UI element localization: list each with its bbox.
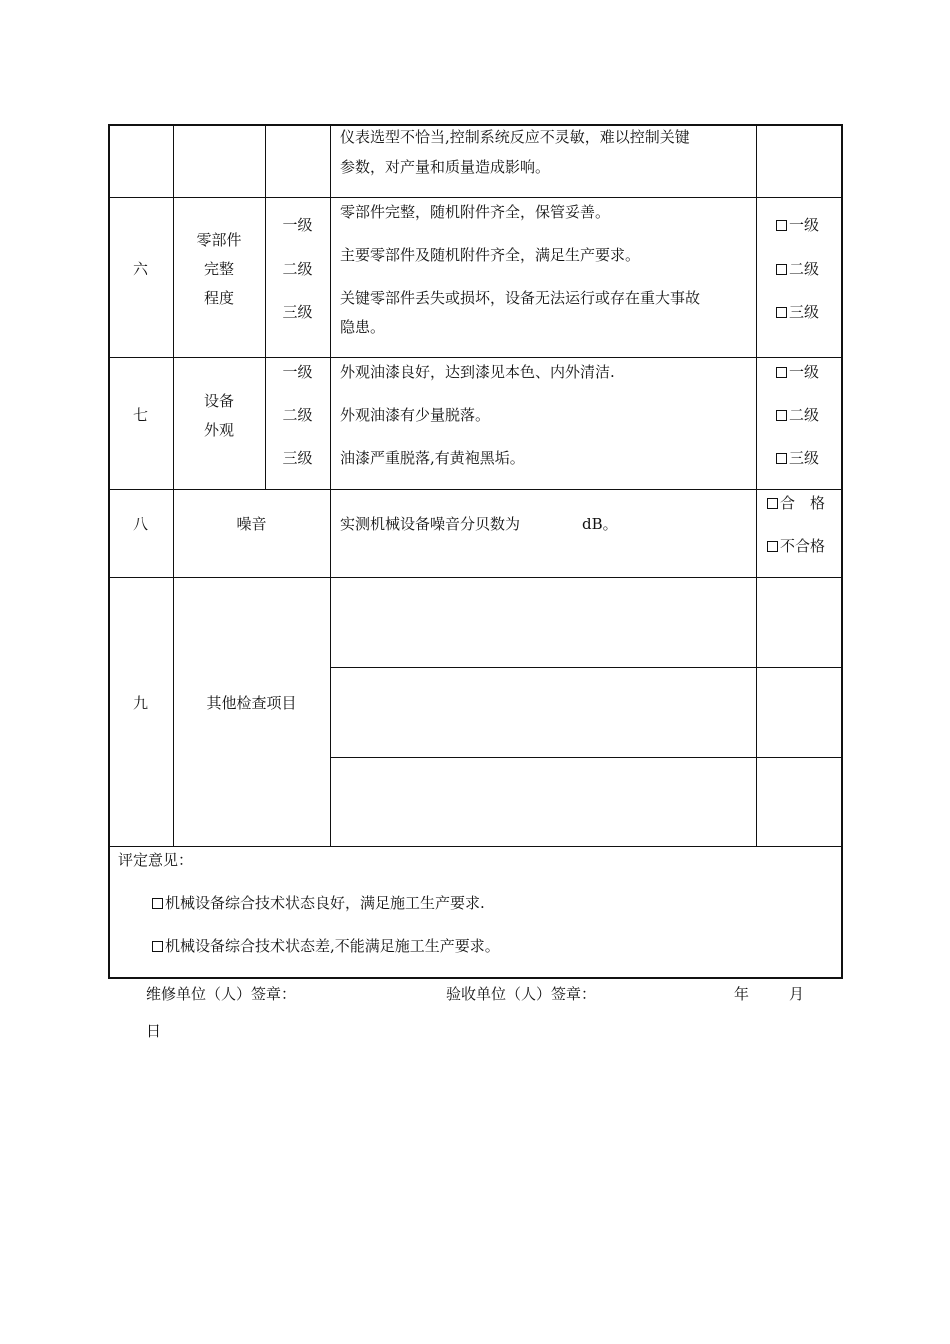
day-label: 日	[146, 1022, 162, 1040]
row-divider	[108, 197, 843, 198]
repair-unit-signature: 维修单位（人）签章：	[146, 985, 297, 1003]
evaluation-option-poor[interactable]	[152, 936, 500, 956]
section6-number: 六	[132, 260, 148, 278]
section7-number: 七	[132, 406, 148, 424]
section6-desc-4: 隐患。	[340, 318, 386, 336]
evaluation-option-good[interactable]	[152, 893, 485, 913]
section8-number: 八	[132, 515, 148, 533]
checkbox-icon[interactable]	[776, 453, 787, 464]
column-divider	[756, 124, 757, 846]
section7-level-2: 二级	[282, 406, 313, 424]
section6-desc-3: 关键零部件丢失或损坏，设备无法运行或存在重大事故	[340, 289, 701, 307]
section6-name-line3: 程度	[203, 289, 234, 307]
section7-option-3[interactable]	[776, 448, 819, 468]
option-label: 三级	[789, 303, 820, 321]
section6-level-2: 二级	[282, 260, 313, 278]
option-label: 机械设备综合技术状态良好，满足施工生产要求.	[165, 894, 485, 912]
checkbox-icon[interactable]	[767, 498, 778, 509]
section9-name: 其他检查项目	[206, 694, 297, 712]
option-label: 一级	[789, 363, 820, 381]
section5-desc-line2: 参数，对产量和质量造成影响。	[340, 158, 551, 176]
checkbox-icon[interactable]	[776, 264, 787, 275]
checkbox-icon[interactable]	[776, 367, 787, 378]
row-divider	[108, 357, 843, 358]
section6-name-line1: 零部件	[196, 231, 242, 249]
section8-name: 噪音	[236, 515, 267, 533]
section6-option-3[interactable]	[776, 302, 819, 322]
row-divider	[108, 489, 843, 490]
section7-option-1[interactable]	[776, 362, 819, 382]
section7-level-1: 一级	[282, 363, 313, 381]
section6-desc-1: 零部件完整，随机附件齐全，保管妥善。	[340, 203, 611, 221]
section8-unit: dB。	[582, 515, 618, 533]
section6-desc-2: 主要零部件及随机附件齐全，满足生产要求。	[340, 246, 641, 264]
year-label: 年	[734, 985, 750, 1003]
section7-desc-2: 外观油漆有少量脱落。	[340, 406, 491, 424]
section6-option-1[interactable]	[776, 215, 819, 235]
checkbox-icon[interactable]	[767, 541, 778, 552]
section7-name-line1: 设备	[203, 392, 234, 410]
option-label: 二级	[789, 406, 820, 424]
evaluation-heading: 评定意见：	[118, 851, 194, 869]
option-label: 二级	[789, 260, 820, 278]
column-divider	[330, 124, 331, 846]
section7-level-3: 三级	[282, 449, 313, 467]
section6-name-line2: 完整	[203, 260, 234, 278]
month-label: 月	[789, 985, 805, 1003]
section7-desc-1: 外观油漆良好，达到漆见本色、内外清洁.	[340, 363, 615, 381]
section7-desc-3: 油漆严重脱落,有黄袍黑垢。	[340, 449, 525, 467]
section7-name-line2: 外观	[203, 421, 234, 439]
checkbox-icon[interactable]	[776, 220, 787, 231]
section8-desc: 实测机械设备噪音分贝数为	[340, 515, 521, 533]
section6-level-1: 一级	[282, 216, 313, 234]
checkbox-icon[interactable]	[152, 898, 163, 909]
checkbox-icon[interactable]	[776, 307, 787, 318]
section6-option-2[interactable]	[776, 259, 819, 279]
section7-option-2[interactable]	[776, 405, 819, 425]
checkbox-icon[interactable]	[776, 410, 787, 421]
option-label: 三级	[789, 449, 820, 467]
section6-level-3: 三级	[282, 303, 313, 321]
option-label: 一级	[789, 216, 820, 234]
section8-option-fail[interactable]	[767, 536, 825, 556]
row-divider	[108, 577, 843, 578]
acceptance-unit-signature: 验收单位（人）签章：	[446, 985, 597, 1003]
option-label: 合 格	[780, 494, 826, 512]
sub-row-divider	[330, 667, 843, 668]
sub-row-divider	[330, 757, 843, 758]
row-divider	[108, 846, 843, 847]
option-label: 不合格	[780, 537, 826, 555]
option-label: 机械设备综合技术状态差,不能满足施工生产要求。	[165, 937, 500, 955]
section9-number: 九	[132, 694, 148, 712]
checkbox-icon[interactable]	[152, 941, 163, 952]
section8-option-pass[interactable]	[767, 493, 825, 513]
section5-desc-line1: 仪表选型不恰当,控制系统反应不灵敏，难以控制关键	[340, 128, 690, 146]
